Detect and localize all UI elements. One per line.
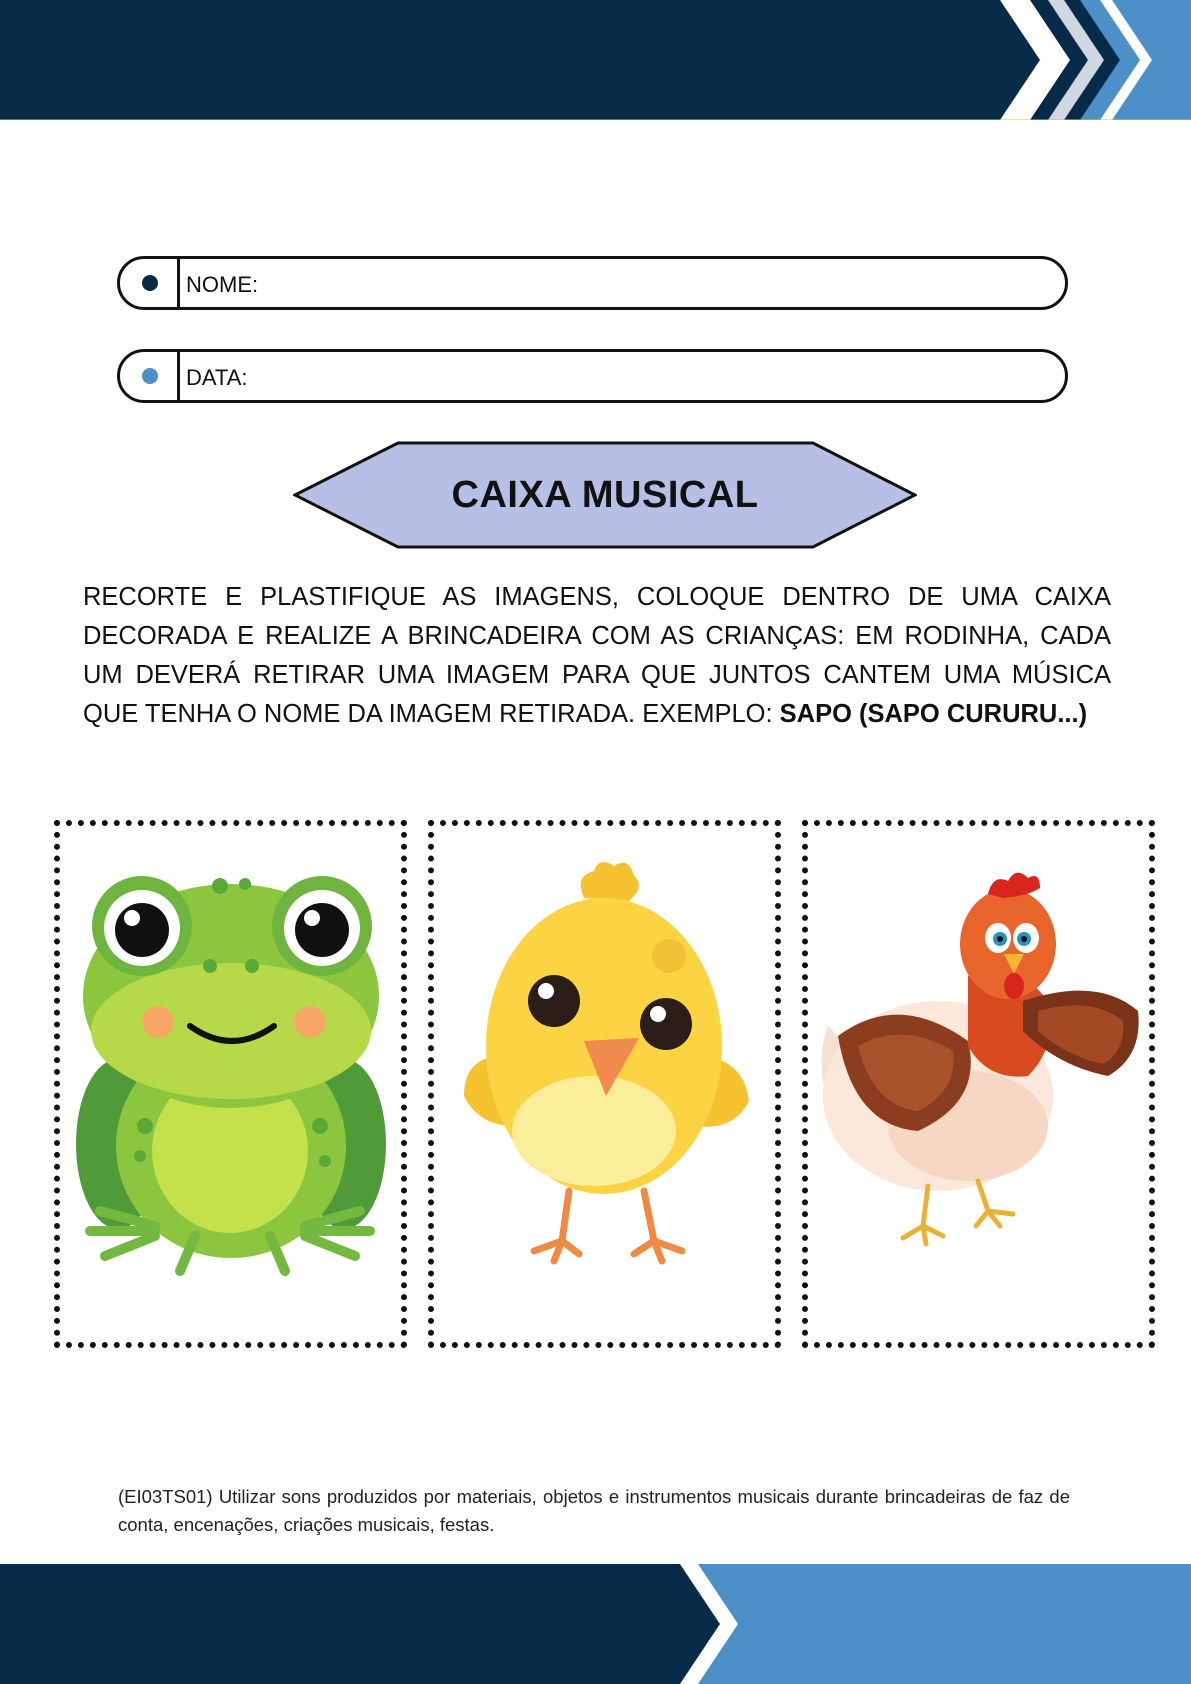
- cutout-card-chick: [428, 820, 781, 1348]
- instructions-text: RECORTE E PLASTIFIQUE AS IMAGENS, COLOQUE DENTRO DE UMA CAIXA DECORADA E REALIZE A BRINCADEIRA COM AS CRIANÇAS: EM RODINHA, CADA UM DEVERÁ RETIRAR UMA IMAGEM PARA QUE JUNTOS CANTEM UMA MÚSICA QUE TENHA O NOME DA IMAGEM RETIRADA. EXEMPLO:: [83, 583, 1111, 728]
- instructions-paragraph: [83, 578, 1111, 734]
- name-field[interactable]: [117, 256, 1068, 310]
- cutout-card-hen: [802, 820, 1155, 1348]
- field-separator: [177, 349, 180, 403]
- field-separator: [177, 256, 180, 310]
- cutout-card-frog: [54, 820, 407, 1348]
- date-label: DATA:: [186, 365, 248, 390]
- footnote-skill-code: (EI03TS01) Utilizar sons produzidos por materiais, objetos e instrumentos musicais durante brincadeiras de faz de conta, encenações, criações musicais, festas.: [118, 1486, 1070, 1535]
- page-title: CAIXA MUSICAL: [451, 473, 759, 516]
- footer-band: [0, 1564, 1191, 1684]
- name-label: NOME:: [186, 272, 259, 297]
- bullet-dot-navy: [142, 275, 158, 291]
- date-field[interactable]: [117, 349, 1068, 403]
- instructions-example: SAPO (SAPO CURURU...): [779, 700, 1088, 728]
- frog-illustration-icon: [60, 826, 401, 1342]
- chick-illustration-icon: [434, 826, 775, 1342]
- header-band: [0, 0, 1191, 120]
- bullet-dot-blue: [142, 368, 158, 384]
- hen-illustration-icon: [808, 826, 1149, 1342]
